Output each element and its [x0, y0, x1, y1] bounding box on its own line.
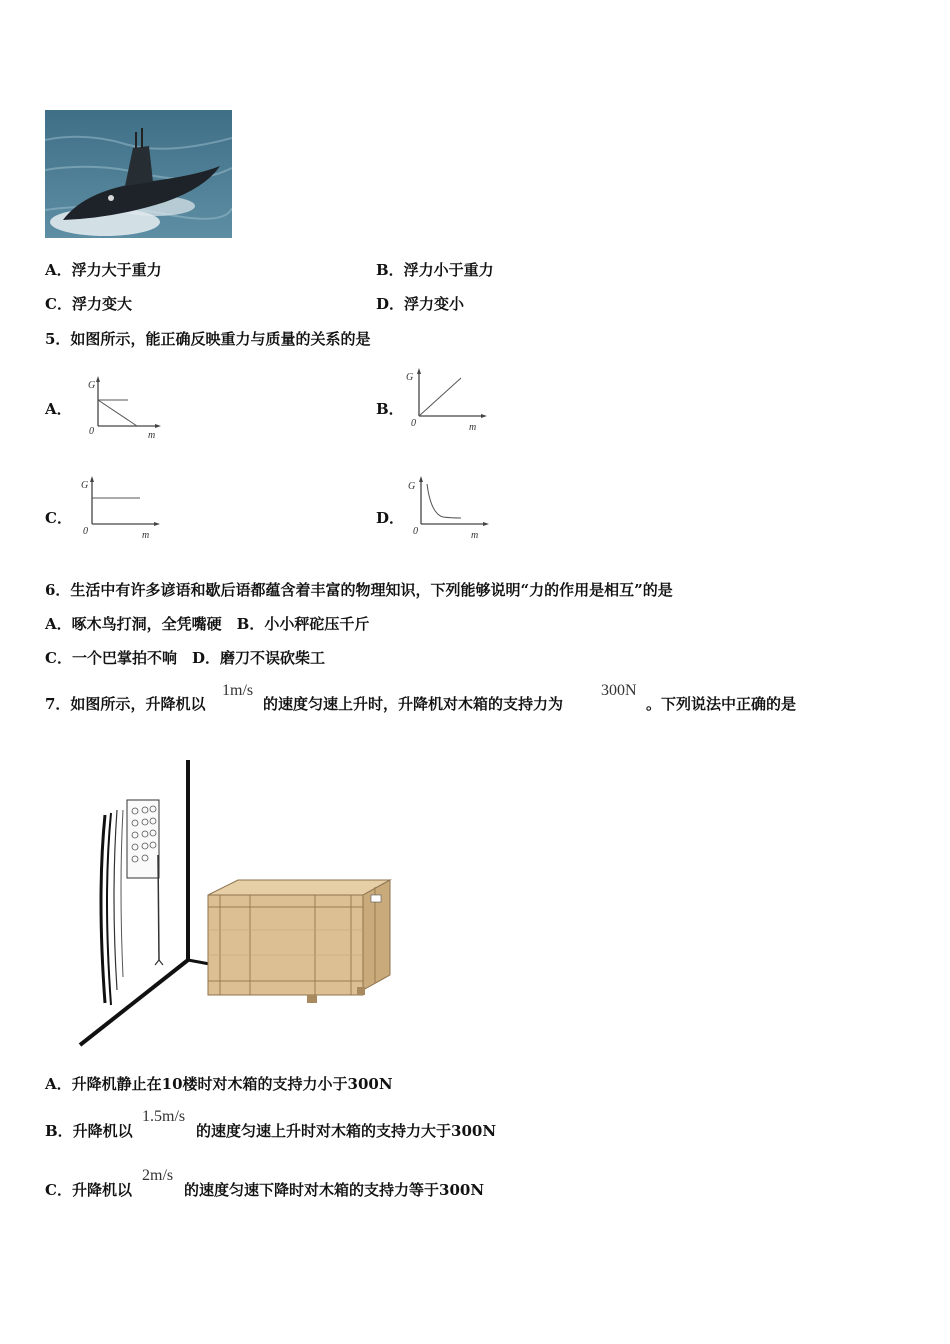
option-d: D．浮力变小 [376, 295, 465, 313]
graph-d-origin: 0 [413, 526, 418, 537]
question-7-speed: 1m/s [222, 682, 254, 699]
graph-c-x-label: m [142, 530, 150, 541]
q5-option-c-label: C． [45, 509, 72, 527]
option-c: C．浮力变大 [45, 295, 132, 313]
graph-b-y-label: G [406, 372, 414, 383]
question-7-option-b-speed: 1.5m/s [142, 1108, 186, 1125]
graph-a [85, 372, 165, 442]
graph-b-origin: 0 [411, 418, 416, 429]
question-7-option-b-part2: 的速度匀速上升时对木箱的支持力大于300N [196, 1122, 497, 1140]
graph-d [403, 472, 493, 542]
question-6-stem: 6．生活中有许多谚语和歇后语都蕴含着丰富的物理知识，下列能够说明“力的作用是相互”的是 [45, 581, 673, 599]
graph-d-y-label: G [408, 481, 416, 492]
graph-a-origin: 0 [89, 426, 94, 437]
question-5-stem: 5．如图所示，能正确反映重力与质量的关系的是 [45, 330, 371, 348]
question-7-option-a: A．升降机静止在10楼时对木箱的支持力小于300N [45, 1075, 393, 1093]
q5-option-d-label: D． [376, 509, 405, 527]
question-7-force: 300N [601, 682, 637, 699]
submarine-photo [45, 110, 232, 238]
graph-c [78, 472, 168, 542]
graph-b-x-label: m [469, 422, 477, 433]
question-6-options-line2: C．一个巴掌拍不响 D．磨刀不误砍柴工 [45, 649, 325, 667]
graph-a-y-label: G [88, 380, 96, 391]
question-7-stem-part2: 的速度匀速上升时，升降机对木箱的支持力为 [263, 695, 564, 713]
graph-c-y-label: G [81, 480, 89, 491]
option-b: B．浮力小于重力 [376, 261, 494, 279]
q5-option-b-label: B． [376, 400, 404, 418]
question-7-option-c-speed: 2m/s [142, 1167, 174, 1184]
graph-b [403, 364, 493, 434]
question-7-stem-part3: 。下列说法中正确的是 [646, 695, 797, 713]
question-7-option-c-part1: C．升降机以 [45, 1181, 132, 1199]
question-7-option-b-part1: B．升降机以 [45, 1122, 133, 1140]
question-7-stem-part1: 7．如图所示，升降机以 [45, 695, 206, 713]
graph-c-origin: 0 [83, 526, 88, 537]
graph-a-x-label: m [148, 430, 156, 441]
q5-option-a-label: A． [45, 400, 72, 418]
option-a: A．浮力大于重力 [45, 261, 162, 279]
question-7-option-c-part2: 的速度匀速下降时对木箱的支持力等于300N [184, 1181, 485, 1199]
question-6-options-line1: A．啄木鸟打洞，全凭嘴硬 B．小小秤砣压千斤 [45, 615, 370, 633]
graph-d-x-label: m [471, 530, 479, 541]
elevator-crate-illustration [75, 755, 405, 1050]
